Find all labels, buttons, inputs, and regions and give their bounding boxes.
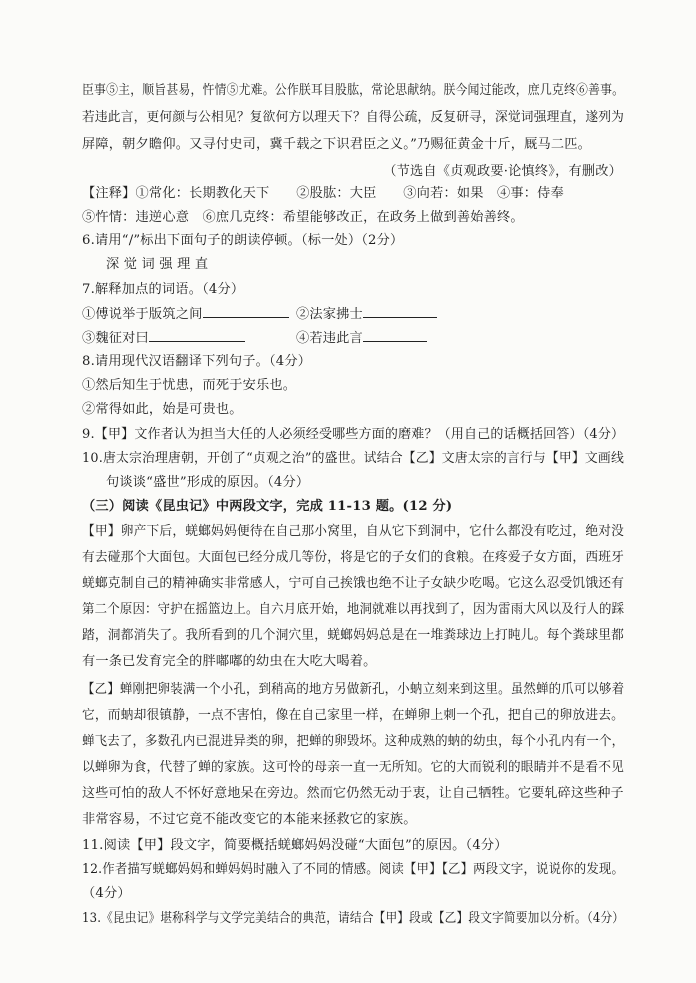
q6-sentence: 深 觉 词 强 理 直 [106, 257, 209, 272]
question-10-cont: 句谈谈“盛世”形成的原因。（4分） [106, 475, 310, 490]
q7-row [296, 327, 427, 350]
q7-item-2: ②法家拂士 [296, 307, 363, 322]
q7-item-3: ③魏征对曰 [82, 331, 149, 346]
yi-line: 【乙】蝉刚把卵装满一个小孔，到稍高的地方另做新孔，小蚋立刻来到这里。虽然蝉的爪可以够着 [82, 682, 625, 697]
notes-line: ⑤忤情：违逆心意 ⑥庶几克终：希望能够改正，在政务上做到善始善终。 [82, 210, 524, 225]
answer-blank[interactable] [149, 327, 245, 342]
yi-line: 蝉飞去了，多数孔内已混进异类的卵，把蝉的卵毁坏。这种成熟的蚋的幼虫，每个小孔内有一个， [82, 734, 625, 749]
passage-line: 屏障，朝夕瞻仰。又寻付史司，冀千载之下识君臣之义。”乃赐征黄金十斤，厩马二匹。 [82, 137, 592, 152]
jia-line: 第二个原因：守护在摇篮边上。自六月底开始，地洞就难以再找到了，因为雷雨大风以及行人的踩 [82, 602, 625, 617]
question-10: 10.唐太宗治理唐朝，开创了“贞观之治”的盛世。试结合【乙】文唐太宗的言行与【甲】文画线 [82, 451, 624, 466]
question-7: 7.解释加点的词语。（4分） [82, 282, 245, 297]
answer-blank[interactable] [363, 303, 437, 318]
passage-source: （节选自《贞观政要·论慎终》，有删改） [383, 164, 622, 179]
question-12: 12.作者描写蜣螂妈妈和蝉妈妈时融入了不同的情感。阅读【甲】【乙】两段文字，说说你的发现。 [82, 862, 625, 877]
jia-line: 有一条已发育完全的胖嘟嘟的幼虫在大吃大喝着。 [82, 654, 377, 669]
question-13: 13.《昆虫记》堪称科学与文学完美结合的典范，请结合【甲】段或【乙】段文字简要加以分析。（4分） [82, 911, 625, 926]
notes-line: 【注释】①常化：长期教化天下 ②股肱：大臣 ③向若：如果 ④事：侍奉 [82, 186, 564, 201]
passage-line: 若违此言，更何颜与公相见？复欲何方以理天下？自得公疏，反复研寻，深觉词强理直，遂列为 [82, 110, 625, 125]
q7-row [296, 303, 437, 326]
q7-row [82, 303, 289, 326]
answer-blank[interactable] [203, 303, 289, 318]
jia-line: 有去碰那个大面包。大面包已经分成几等份，将是它的子女们的食粮。在疼爱子女方面，西班牙 [82, 550, 625, 565]
jia-line: 踏，洞都消失了。我所看到的几个洞穴里，蜣螂妈妈总是在一堆粪球边上打盹儿。每个粪球里都 [82, 628, 625, 643]
q7-item-1: ①傅说举于版筑之间 [82, 307, 203, 322]
jia-line: 【甲】卵产下后，蜣螂妈妈便待在自己那小窝里，自从它下到洞中，它什么都没有吃过，绝对没 [82, 524, 625, 539]
yi-line: 以蝉卵为食，代替了蝉的家族。这可怜的母亲一直一无所知。它的大而锐利的眼睛并不是看不见 [82, 760, 625, 775]
section-3-heading: （三）阅读《昆虫记》中两段文字，完成 11-13 题。(12 分) [82, 499, 453, 514]
q8-sentence-2: ②常得如此，始是可贵也。 [82, 402, 243, 417]
q7-row [82, 327, 245, 350]
jia-line: 蜣螂克制自己的精神确实非常感人，宁可自己挨饿也绝不让子女缺少吃喝。它这么忍受饥饿还有 [82, 576, 625, 591]
yi-line: 非常容易，不过它竟不能改变它的本能来拯救它的家族。 [82, 812, 417, 827]
answer-blank[interactable] [363, 327, 427, 342]
question-9: 9.【甲】文作者认为担当大任的人必须经受哪些方面的磨难？（用自己的话概括回答）（4分） [82, 427, 625, 442]
yi-line: 这些可怕的敌人不怀好意地呆在旁边。然而它仍然无动于衷，让自己牺牲。它要轧碎这些种子 [82, 786, 624, 801]
question-8: 8.请用现代汉语翻译下列句子。（4分） [82, 354, 312, 369]
question-11: 11.阅读【甲】段文字，简要概括蜣螂妈妈没碰“大面包”的原因。（4分） [82, 838, 508, 853]
q7-item-4: ④若违此言 [296, 331, 363, 346]
q8-sentence-1: ①然后知生于忧患，而死于安乐也。 [82, 378, 297, 393]
question-6: 6.请用“/”标出下面句子的朗读停顿。（标一处）（2分） [82, 233, 404, 248]
passage-line: 臣事⑤主，顺旨甚易，忤情⑤尤难。公作朕耳目股肱，常论思献纳。朕今闻过能改，庶几克终⑥善事。 [82, 83, 625, 98]
yi-line: 它，而蚋却很镇静，一点不害怕，像在自己家里一样，在蝉卵上刺一个孔，把自己的卵放进去。 [82, 708, 625, 723]
question-12-cont: （4分） [82, 886, 131, 901]
